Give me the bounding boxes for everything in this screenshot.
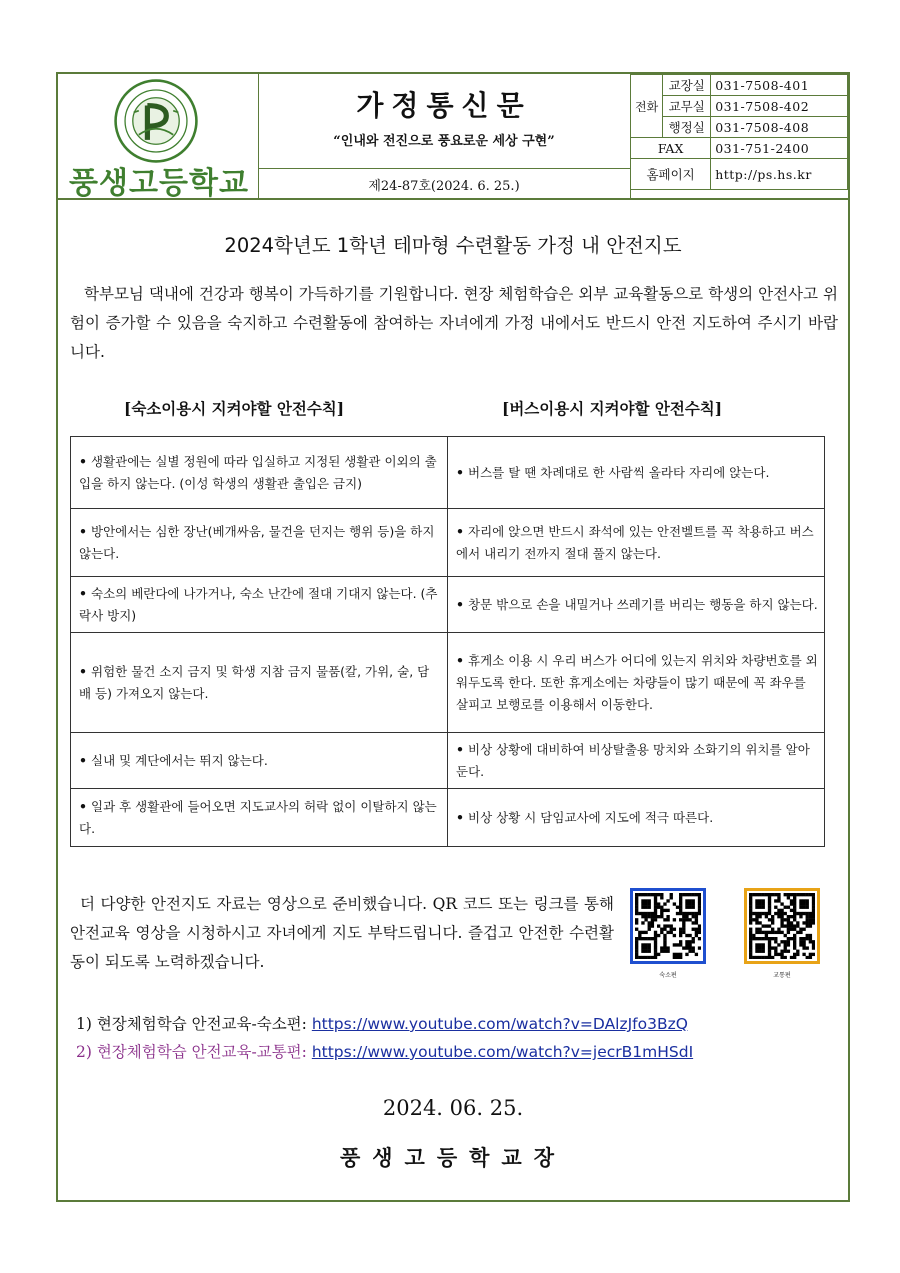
table-row (71, 509, 825, 577)
dorm-rule: • 일과 후 생활관에 들어오면 지도교사의 허락 없이 이탈하지 않는다. (71, 789, 448, 847)
issue-block (258, 168, 631, 198)
link-url[interactable]: https://www.youtube.com/watch?v=jecrB1mHSdI (311, 1043, 694, 1061)
contact-value: 031-7508-402 (711, 96, 848, 117)
table-row (71, 437, 825, 509)
newsletter-title: 가정통신문 (356, 89, 532, 122)
bus-rule: • 비상 상황에 대비하여 비상탈출용 망치와 소화기의 위치를 알아둔다. (448, 733, 825, 789)
table-row (71, 733, 825, 789)
contact-label: 교무실 (663, 96, 711, 117)
video-link-dorm (76, 1012, 688, 1034)
document-title: 2024학년도 1학년 테마형 수련활동 가정 내 안전지도 (224, 234, 682, 257)
safety-rules-table (70, 436, 825, 847)
qr-caption: 숙소편 (659, 972, 677, 979)
school-motto: “인내와 전진으로 풍요로운 세상 구현” (333, 134, 555, 149)
contact-label: 행정실 (663, 117, 711, 138)
contact-value: 031-7508-408 (711, 117, 848, 138)
link-label: 2) 현장체험학습 안전교육-교통편: (76, 1043, 312, 1061)
table-row (71, 577, 825, 633)
dorm-rule: • 방안에서는 심한 장난(베개싸움, 물건을 던지는 행위 등)을 하지 않는다. (71, 509, 448, 577)
school-name: 풍생고등학교 (69, 166, 249, 201)
link-url[interactable]: https://www.youtube.com/watch?v=DAlzJfo3BzQ (311, 1015, 688, 1033)
video-link-transport (76, 1040, 693, 1062)
table-row (71, 789, 825, 847)
title-block (258, 74, 631, 169)
video-note: 더 다양한 안전지도 자료는 영상으로 준비했습니다. QR 코드 또는 링크를 통해 안전교육 영상을 시청하시고 자녀에게 지도 부탁드립니다. 즐겁고 안전한 수련활동이 되도록 노력하겠습니다. (70, 895, 614, 971)
contact-value: 031-7508-401 (711, 75, 848, 96)
contact-label: 교장실 (663, 75, 711, 96)
principal-signature: 풍생고등학교장 (339, 1145, 566, 1170)
dorm-rule: • 숙소의 베란다에 나가거나, 숙소 난간에 절대 기대지 않는다. (추락사 방지) (71, 577, 448, 633)
bus-rule: • 버스를 탈 땐 차례대로 한 사람씩 올라타 자리에 앉는다. (448, 437, 825, 509)
dorm-rule: • 실내 및 계단에서는 뛰지 않는다. (71, 733, 448, 789)
logo-block (58, 74, 259, 201)
fax-label: FAX (631, 138, 711, 159)
bus-rules-heading: [버스이용시 지켜야할 안전수칙] (502, 399, 723, 418)
qr-caption: 교통편 (773, 972, 791, 979)
dorm-rule: • 생활관에는 실별 정원에 따라 입실하고 지정된 생활관 이외의 출입을 하지 않는다. (이성 학생의 생활관 출입은 금지) (71, 437, 448, 509)
issue-number: 제24-87호(2024. 6. 25.) (368, 179, 520, 194)
bus-rule: • 휴게소 이용 시 우리 버스가 어디에 있는지 위치와 차량번호를 외워두도록 한다. 또한 휴게소에는 차량들이 많기 때문에 꼭 좌우를 살피고 보행로를 이용해서 이동한다. (448, 633, 825, 733)
document-frame (56, 72, 850, 1202)
dorm-rule: • 위험한 물건 소지 금지 및 학생 지참 금지 물품(칼, 가위, 술, 담배 등) 가져오지 않는다. (71, 633, 448, 733)
table-row (71, 633, 825, 733)
homepage-label: 홈페이지 (631, 159, 711, 190)
phone-label: 전화 (631, 75, 663, 138)
issue-date: 2024. 06. 25. (382, 1096, 524, 1120)
homepage-link[interactable]: http://ps.hs.kr (711, 159, 848, 190)
qr-code-dorm[interactable] (630, 888, 706, 964)
link-label: 1) 현장체험학습 안전교육-숙소편: (76, 1015, 312, 1033)
bus-rule: • 비상 상황 시 담임교사에 지도에 적극 따른다. (448, 789, 825, 847)
contact-table (630, 74, 848, 198)
school-emblem-icon (113, 78, 199, 164)
fax-value: 031-751-2400 (711, 138, 848, 159)
qr-code-transport[interactable] (744, 888, 820, 964)
bus-rule: • 자리에 앉으면 반드시 좌석에 있는 안전벨트를 꼭 착용하고 버스에서 내리기 전까지 절대 풀지 않는다. (448, 509, 825, 577)
bus-rule: • 창문 밖으로 손을 내밀거나 쓰레기를 버리는 행동을 하지 않는다. (448, 577, 825, 633)
letterhead (58, 74, 848, 200)
dorm-rules-heading: [숙소이용시 지켜야할 안전수칙] (124, 399, 345, 418)
intro-paragraph: 학부모님 댁내에 건강과 행복이 가득하기를 기원합니다. 현장 체험학습은 외부 교육활동으로 학생의 안전사고 위험이 증가할 수 있음을 숙지하고 수련활동에 참여하는 자녀에게 가정 내에서도 반드시 안전 지도하여 주시기 바랍니다. (70, 285, 838, 361)
